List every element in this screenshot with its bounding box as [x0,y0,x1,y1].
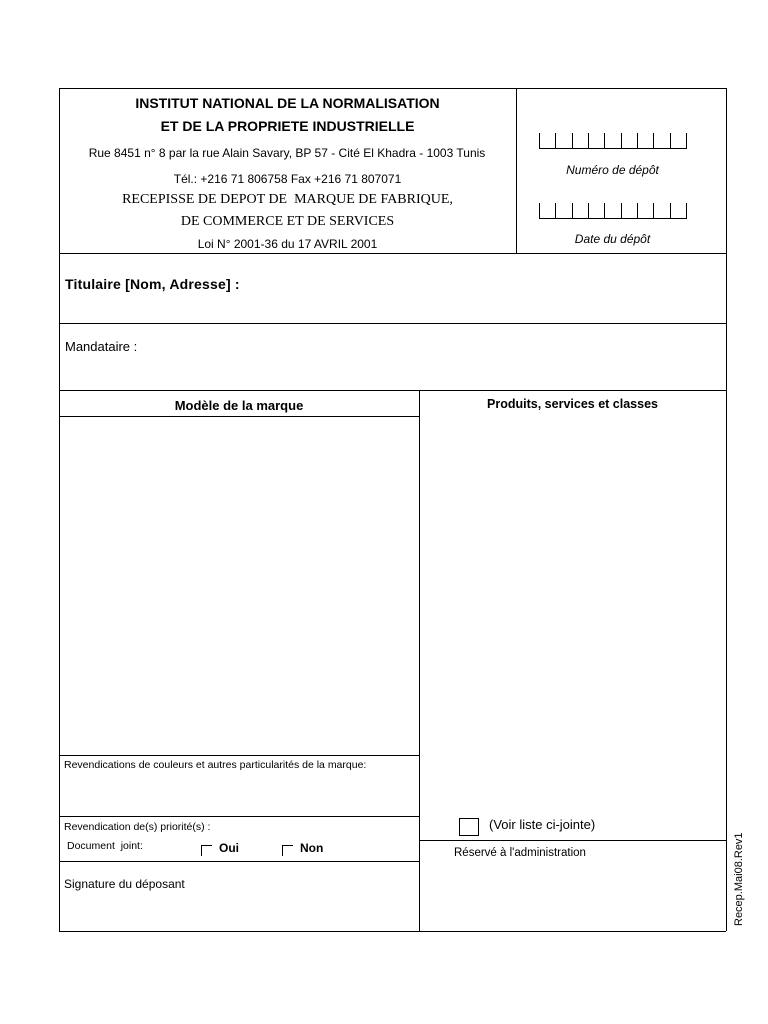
oui-checkbox[interactable] [201,845,212,856]
document-joint-label: Document joint: [67,840,143,852]
titulaire-field[interactable] [60,254,726,323]
institute-address: Rue 8451 n° 8 par la rue Alain Savary, BP 57 - Cité El Khadra - 1003 Tunis [88,146,486,160]
deposit-number-label: Numéro de dépôt [566,163,659,177]
priority-claim-label: Revendication de(s) priorité(s) : [64,821,211,833]
frame-top-border [59,88,726,89]
priority-claim-line [59,816,419,817]
deposit-date-field[interactable] [539,203,687,219]
institute-name-line1: INSTITUT NATIONAL DE LA NORMALISATION [135,95,440,111]
header-divider [516,88,517,253]
reserve-admin-label: Réservé à l'administration [454,847,586,859]
deposit-number-field[interactable] [539,133,687,149]
voir-liste-label: (Voir liste ci-jointe) [489,817,596,832]
signature-field[interactable] [60,862,419,931]
mandataire-bottom-line [59,390,726,391]
colors-claim-line [59,755,419,756]
form-title-line2: DE COMMERCE ET DE SERVICES [180,214,395,229]
titulaire-label: Titulaire [Nom, Adresse] : [65,276,240,292]
deposit-date-label: Date du dépôt [574,232,651,246]
institute-name-line2: ET DE LA PROPRIETE INDUSTRIELLE [160,118,415,134]
mandataire-field[interactable] [60,324,726,390]
institute-phone: Tél.: +216 71 806758 Fax +216 71 807071 [173,172,402,186]
products-field[interactable] [420,414,726,814]
non-checkbox[interactable] [282,845,293,856]
colors-claim-label: Revendications de couleurs et autres particularités de la marque: [64,759,367,771]
colors-claim-field[interactable] [60,775,419,816]
admin-line [419,840,726,841]
products-header: Produits, services et classes [487,397,658,411]
law-reference: Loi N° 2001-36 du 17 AVRIL 2001 [197,237,378,251]
frame-right-border [726,88,727,931]
non-label: Non [300,841,324,855]
frame-bottom-border [59,931,726,932]
voir-liste-checkbox[interactable] [459,818,479,836]
oui-label: Oui [219,841,239,855]
signature-label: Signature du déposant [64,877,185,891]
form-title-line1: RECEPISSE DE DEPOT DE MARQUE DE FABRIQUE, [122,192,453,207]
model-header: Modèle de la marque [174,398,304,413]
mandataire-label: Mandataire : [65,339,138,354]
model-drawing-area[interactable] [60,417,419,755]
side-reference: Recep.Mai08.Rev1 [733,832,745,926]
